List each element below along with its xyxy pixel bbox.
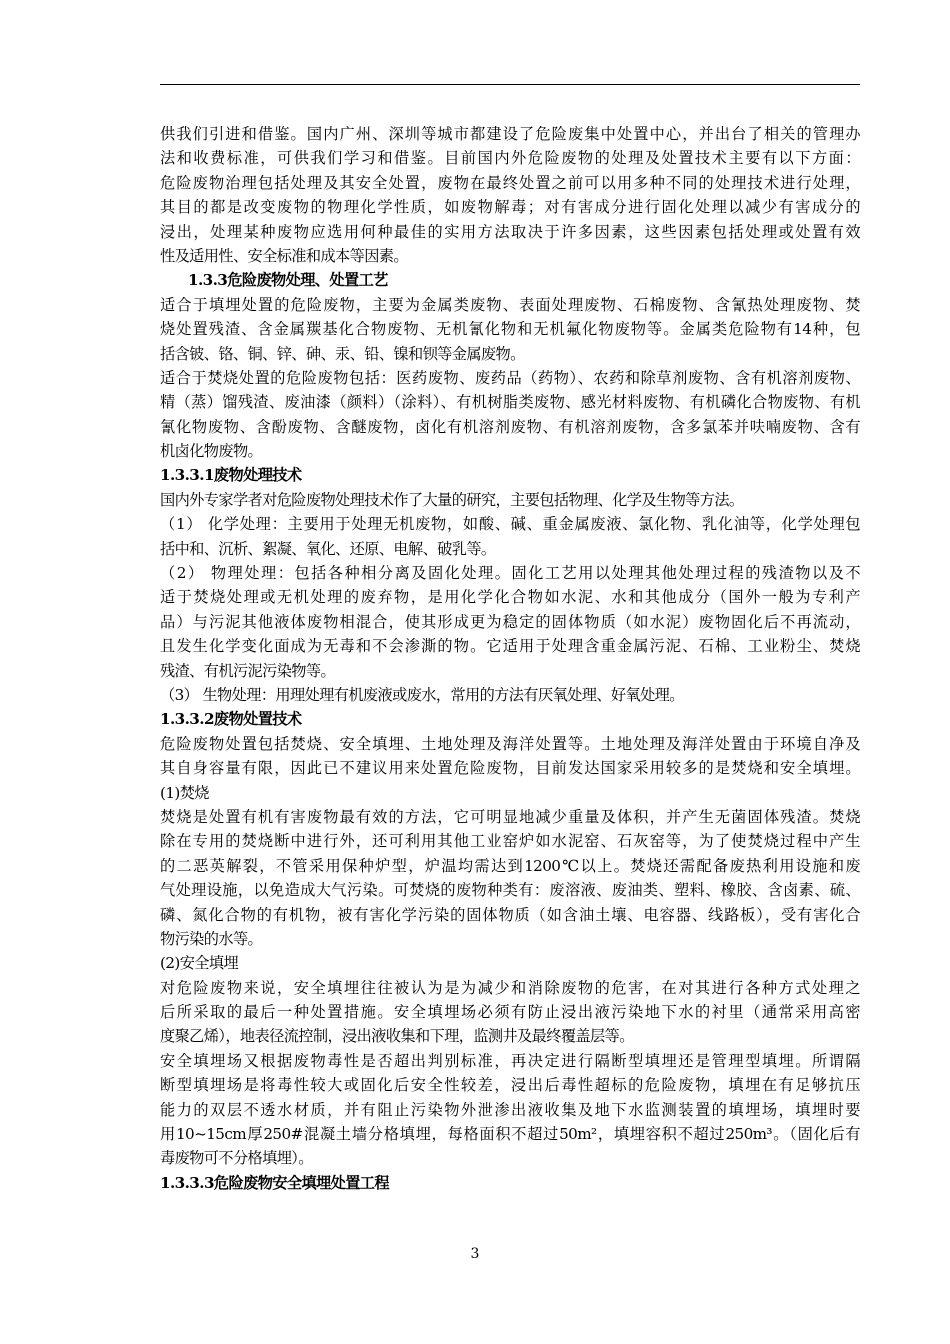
text-line: 且发生化学变化面成为无毒和不会渗澌的物。它适用于处理含重金属污泥、石棉、工业粉尘、焚烧 <box>160 637 860 656</box>
text-line: 适合于焚烧处置的危险废物包括：医药废物、废药品（药物）、农药和除草剂废物、含有机溶剂废物、 <box>160 368 860 387</box>
text-line: 后所采取的最后一种处置措施。安全填埋场必须有防止浸出液污染地下水的衬里（通常采用高密 <box>160 1003 860 1022</box>
text-line: 危险废物治理包括处理及其安全处置，废物在最终处置之前可以用多种不同的处理技术进行处理， <box>160 173 860 192</box>
text-line: 适于焚烧处理或无机处理的废弃物，是用化学化合物如水泥、水和其他成分（国外一般为专利产 <box>160 588 860 607</box>
text-line: （3） 生物处理：用理处理有机废液或废水，常用的方法有厌氧处理、好氧处理。 <box>160 685 684 704</box>
text-line: 其目的都是改变废物的物理化学性质，如废物解毒；对有害成分进行固化处理以减少有害成分的 <box>160 198 860 217</box>
text-line: （2） 物理处理：包括各种相分离及固化处理。固化工艺用以处理其他处理过程的残渣物以及不 <box>160 564 860 583</box>
page-number: 3 <box>470 1246 480 1262</box>
section-heading: 1.3.3.3危险废物安全填埋处置工程 <box>160 1173 389 1192</box>
text-line: (2)安全填埋 <box>160 954 239 973</box>
text-line: 能力的双层不透水材质，并有阻止污染物外泄渗出液收集及地下水监测装置的填埋场，填埋时要 <box>160 1100 860 1119</box>
header-rule <box>160 84 860 85</box>
text-line: 适合于填埋处置的危险废物，主要为金属类废物、表面处理废物、石棉废物、含氰热处理废物、焚 <box>160 295 860 314</box>
text-line: 焚烧是处置有机有害废物最有效的方法，它可明显地减少重量及体积，并产生无菌固体残渣。焚烧 <box>160 807 860 826</box>
text-line: 安全填埋场又根据废物毒性是否超出判别标准，再决定进行隔断型填埋还是管理型填埋。所谓隔 <box>160 1051 860 1070</box>
text-line: 其自身容量有限，因此已不建议用来处置危险废物，目前发达国家采用较多的是焚烧和安全填埋。 <box>160 759 860 778</box>
text-line: 度聚乙烯），地表径流控制，浸出液收集和下理，监测井及最终覆盖层等。 <box>160 1027 634 1046</box>
text-line: （1） 化学处理：主要用于处理无机废物，如酸、碱、重金属废液、氯化物、乳化油等，化学处理包 <box>160 515 860 534</box>
section-heading: 1.3.3危险废物处理、处置工艺 <box>188 271 388 290</box>
text-line: 的二恶英解裂，不管采用保种炉型，炉温均需达到1200℃以上。焚烧还需配备废热利用设施和废 <box>160 856 860 875</box>
text-line: 精（蒸）馏残渣、废油漆（颜料）（涂料）、有机树脂类废物、感光材料废物、有机磷化合物废物、有机 <box>160 393 860 412</box>
text-line: 除在专用的焚烧断中进行外，还可利用其他工业窑炉如水泥窑、石灰窑等，为了使焚烧过程中产生 <box>160 832 860 851</box>
text-line: 法和收费标准，可供我们学习和借鉴。目前国内外危险废物的处理及处置技术主要有以下方面： <box>160 149 860 168</box>
section-heading: 1.3.3.2废物处置技术 <box>160 710 302 729</box>
text-line: 气处理设施，以免造成大气污染。可焚烧的废物种类有：废溶液、废油类、塑料、橡胶、含卤素、硫、 <box>160 881 860 900</box>
text-line: 用10~15cm厚250#混凝土墙分格填埋，每格面积不超过50m²，填埋容积不超过250m³。（固化后有 <box>160 1125 860 1144</box>
text-line: (1)焚烧 <box>160 783 209 802</box>
text-line: 磷、氮化合物的有机物，被有害化学污染的固体物质（如含油土壤、电容器、线路板），受有害化合 <box>160 905 860 924</box>
text-line: 性及适用性、安全标准和成本等因素。 <box>160 246 408 265</box>
text-line: 机卤化物废物。 <box>160 442 263 461</box>
text-line: 断型填埋场是将毒性较大或固化后安全性较差，浸出后毒性超标的危险废物，填埋在有足够抗压 <box>160 1076 860 1095</box>
text-line: 品）与污泥其他液体废物相混合，使其形成更为稳定的固体物质（如水泥）废物固化后不再流动， <box>160 612 860 631</box>
text-line: 毒废物可不分格填埋）。 <box>160 1149 313 1168</box>
text-line: 国内外专家学者对危险废物处理技术作了大量的研究，主要包括物理、化学及生物等方法。 <box>160 490 744 509</box>
text-line: 烧处置残渣、含金属羰基化合物废物、无机氰化物和无机氟化物废物等。金属类危险物有14种，包 <box>160 320 860 339</box>
text-line: 残渣、有机污泥污染物等。 <box>160 661 336 680</box>
text-line: 危险废物处置包括焚烧、安全填埋、土地处理及海洋处置等。土地处理及海洋处置由于环境自净及 <box>160 734 860 753</box>
text-line: 供我们引进和借鉴。国内广州、深圳等城市都建设了危险废集中处置中心，并出台了相关的管理办 <box>160 125 860 143</box>
text-line: 浸出，处理某种废物应选用何种最佳的实用方法取决于许多因素，这些因素包括处理或处置有效 <box>160 222 860 241</box>
section-heading: 1.3.3.1废物处理技术 <box>160 466 302 485</box>
text-line: 物污染的水等。 <box>160 929 263 948</box>
text-line: 对危险废物来说，安全填埋往往被认为是为减少和消除废物的危害，在对其进行各种方式处理之 <box>160 978 860 997</box>
document-body <box>160 122 860 1195</box>
text-line: 括含铍、铬、铜、锌、砷、汞、铅、镍和钡等金属废物。 <box>160 344 525 363</box>
text-line: 氰化物废物、含酚废物、含醚废物，卤化有机溶剂废物、有机溶剂废物，含多氯苯并呋喃废物、含有 <box>160 417 860 436</box>
text-line: 括中和、沉析、絮凝、氧化、还原、电解、破乳等。 <box>160 539 496 558</box>
